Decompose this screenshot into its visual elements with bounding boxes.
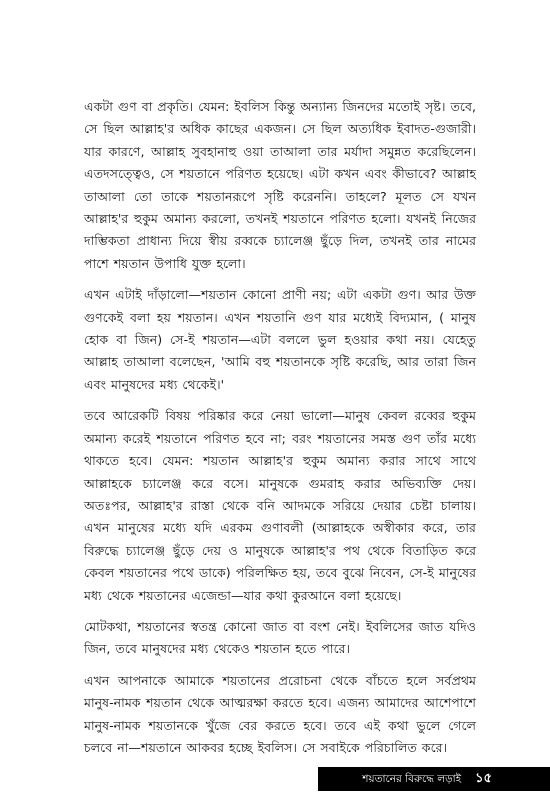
- paragraph-1: একটা গুণ বা প্রকৃতি। যেমন: ইবলিস কিন্তু অন্যান্য জিনদের মতোই সৃষ্ট। তবে, সে ছিল আল্লাহ'র অধিক কাছের একজন। সে ছিল অত্যধিক ইবাদত-গুজারী। যার কারণে, আল্লাহ সুবহানাহু ওয়া তাআলা তার মর্যাদা সমুন্নত করেছিলেন। এতদসত্ত্বেও, সে শয়তানে পরিণত হয়েছে। এটা কখন এবং কীভাবে? আল্লাহ তাআলা তো তাকে শয়তানরূপে সৃষ্টি করেননি। তাহলে? মূলত সে যখন আল্লাহ'র হুকুম অমান্য করলো, তখনই শয়তানে পরিণত হলো। যখনই নিজের দাম্ভিকতা প্রাধান্য দিয়ে স্বীয় রব্বকে চ্যালেঞ্জ ছুঁড়ে দিল, তখনই তার নামের পাশে শয়তান উপাধি যুক্ত হলো।: [84, 99, 476, 271]
- footer-bar: [318, 767, 550, 791]
- paragraph-2: এখন এটাই দাঁড়ালো—শয়তান কোনো প্রাণী নয়; এটা একটা গুণ। আর উক্ত গুণকেই বলা হয় শয়তান। এখন শয়তানি গুণ যার মধ্যেই বিদ্যমান, ( মানুষ হোক বা জিন) সে-ই শয়তান—এটা বললে ভুল হওয়ার কথা নয়। যেহেতু আল্লাহ তাআলা বলেছেন, 'আমি বহু শয়তানকে সৃষ্টি করেছি, আর তারা জিন এবং মানুষদের মধ্য থেকেই।': [84, 287, 476, 392]
- paragraph-5: এখন আপনাকে আমাকে শয়তানের প্ররোচনা থেকে বাঁচতে হলে সর্বপ্রথম মানুষ-নামক শয়তান থেকে আত্মরক্ষা করতে হবে। এজন্য আমাদের আশেপাশে মানুষ-নামক শয়তানকে খুঁজে বের করতে হবে। তবে এই কথা ভুলে গেলে চলবে না—শয়তানে আকবর হচ্ছে ইবলিস। সে সবাইকে পরিচালিত করে।: [84, 672, 476, 755]
- running-title: শয়তানের বিরুদ্ধে লড়াই: [362, 773, 462, 785]
- page-body: [84, 96, 476, 768]
- page-number: ১৫: [475, 771, 492, 786]
- page-footer: [0, 760, 550, 800]
- paragraph-4: মোটকথা, শয়তানের স্বতন্ত্র কোনো জাত বা বংশ নেই। ইবলিসের জাত যদিও জিন, তবে মানুষদের মধ্য থেকেও শয়তান হতে পারে।: [84, 618, 476, 657]
- paragraph-3: তবে আরেকটি বিষয় পরিষ্কার করে নেয়া ভালো—মানুষ কেবল রব্বের হুকুম অমান্য করেই শয়তানে পরিণত হবে না; বরং শয়তানের সমস্ত গুণ তাঁর মধ্যে থাকতে হবে। যেমন: শয়তান আল্লাহ'র হুকুম অমান্য করার সাথে সাথে আল্লাহকে চ্যালেঞ্জ করে বসে। মানুষকে গুমরাহ করার অভিব্যক্তি দেয়। অতঃপর, আল্লাহ'র রাস্তা থেকে বনি আদমকে সরিয়ে দেয়ার চেষ্টা চালায়। এখন মানুষের মধ্যে যদি এরকম গুণাবলী (আল্লাহকে অস্বীকার করে, তার বিরুদ্ধে চ্যালেঞ্জ ছুঁড়ে দেয় ও মানুষকে আল্লাহ'র পথ থেকে বিতাড়িত করে কেবল শয়তানের পথে ডাকে) পরিলক্ষিত হয়, তবে বুঝে নিবেন, সে-ই মানুষের মধ্য থেকে শয়তানের এজেন্ডা—যার কথা কুরআনে বলা হয়েছে।: [84, 408, 476, 603]
